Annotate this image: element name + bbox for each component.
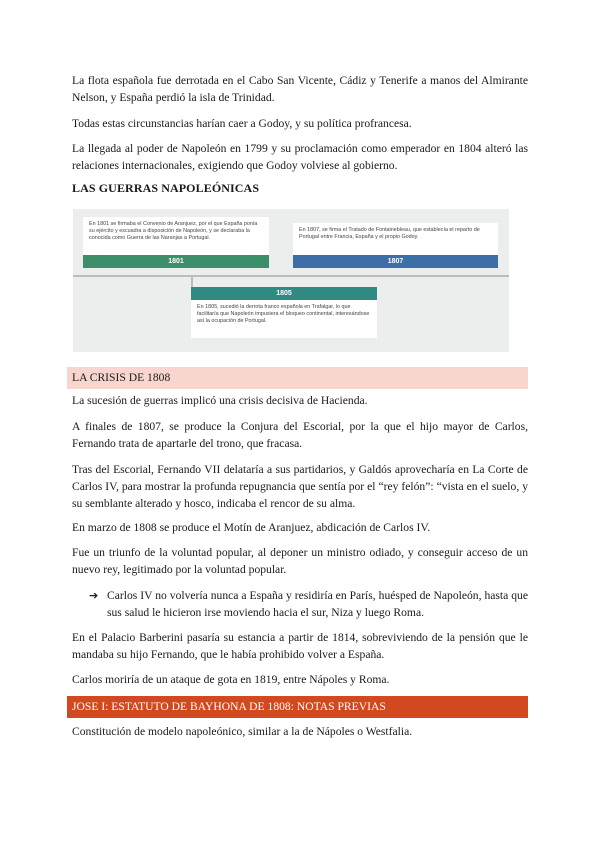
paragraph-palacio-barberini: En el Palacio Barberini pasaría su estancia a partir de 1814, sobreviviendo de la pensión que le mandaba su hijo Fernando, que le había prohibido volver a España.	[72, 631, 528, 661]
timeline-connector	[191, 277, 193, 287]
timeline-card-1801: En 1801 se firmaba el Convenio de Aranjuez, por el que España ponía su ejército y escuadra a disposición de Napoleón, y se declaraba la conocida como Guerra de las Naranjas a Portugal.	[83, 217, 269, 255]
paragraph-nelson: La flota española fue derrotada en el Cabo San Vicente, Cádiz y Tenerife a manos del Almirante Nelson, y España perdió la isla de Trinidad.	[72, 74, 528, 104]
paragraph-motin-aranjuez: En marzo de 1808 se produce el Motín de Aranjuez, abdicación de Carlos IV.	[72, 521, 431, 534]
bullet-carlos-iv: Carlos IV no volvería nunca a España y residiría en París, huésped de Napoleón, hasta que sus salud le hicieron irse moviendo hacia el sur, Niza y luego Roma.	[107, 589, 528, 619]
heading-guerras-napoleonicas: LAS GUERRAS NAPOLEÓNICAS	[72, 181, 260, 195]
timeline-year-1801: 1801	[83, 255, 269, 268]
timeline-card-1805: En 1805, sucedió la derrota franco española en Trafalgar, lo que facilitaría que Napoleón impusiera el bloqueo continental, interesándose así la ocupación de Portugal.	[191, 300, 377, 338]
timeline-axis	[73, 275, 509, 277]
paragraph-constitucion: Constitución de modelo napoleónico, similar a la de Nápoles o Westfalia.	[72, 725, 413, 738]
paragraph-hacienda: La sucesión de guerras implicó una crisis decisiva de Hacienda.	[72, 394, 368, 407]
arrow-bullet-icon: ➔	[89, 589, 99, 602]
timeline-card-1807: En 1807, se firma el Tratado de Fontainebleau, que establecía el reparto de Portugal entre Francia, España y el propio Godoy.	[293, 223, 498, 255]
section-banner-jose-i: JOSE I: ESTATUTO DE BAYHONA DE 1808: NOTAS PREVIAS	[67, 696, 528, 718]
paragraph-napoleon: La llegada al poder de Napoleón en 1799 y su proclamación como emperador en 1804 alteró las relaciones internacionales, exigiendo que Godoy volviese al gobierno.	[72, 142, 528, 172]
timeline-year-1805: 1805	[191, 287, 377, 300]
paragraph-godoy: Todas estas circunstancias harían caer a Godoy, y su política profrancesa.	[72, 117, 412, 130]
paragraph-galdos: Tras del Escorial, Fernando VII delataría a sus partidarios, y Galdós aprovecharía en La Corte de Carlos IV, para mostrar la profunda repugnancia que sentía por el “rey felón”: “vista en el suelo, y su semblante alterado y hosco, indicaba el rencor de su alma.	[72, 463, 528, 510]
paragraph-muerte-carlos: Carlos moriría de un ataque de gota en 1819, entre Nápoles y Roma.	[72, 673, 390, 686]
timeline-figure	[73, 209, 509, 352]
timeline-year-1807: 1807	[293, 255, 498, 268]
paragraph-conjura-escorial: A finales de 1807, se produce la Conjura del Escorial, por la que el hijo mayor de Carlos, Fernando trata de apartarle del trono, que fracasa.	[72, 420, 528, 450]
section-banner-crisis-1808: LA CRISIS DE 1808	[67, 367, 528, 389]
paragraph-triunfo-popular: Fue un triunfo de la voluntad popular, al deponer un ministro odiado, y conseguir acceso de un nuevo rey, legitimado por la voluntad popular.	[72, 546, 528, 576]
